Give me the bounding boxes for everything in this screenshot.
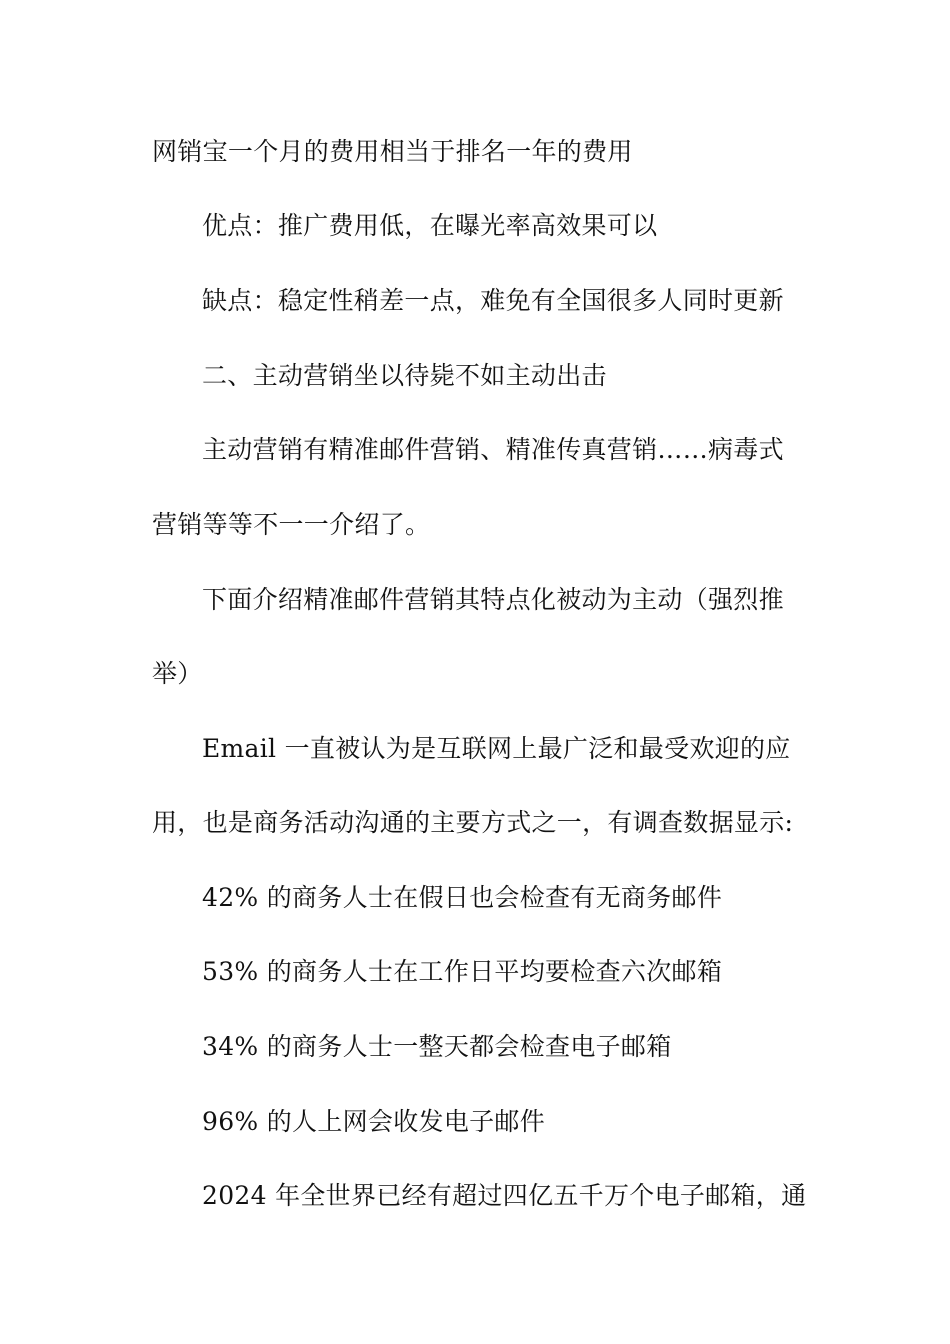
paragraph-line: 96% 的人上网会收发电子邮件 (202, 1107, 546, 1136)
paragraph-line: 2024 年全世界已经有超过四亿五千万个电子邮箱，通 (202, 1181, 807, 1210)
paragraph-line: 缺点：稳定性稍差一点，难免有全国很多人同时更新 (202, 286, 784, 315)
paragraph-line: 53% 的商务人士在工作日平均要检查六次邮箱 (202, 957, 723, 986)
paragraph-line: 优点：推广费用低，在曝光率高效果可以 (202, 211, 658, 240)
section-heading: 二、主动营销坐以待毙不如主动出击 (202, 361, 607, 390)
paragraph-line: 举） (152, 659, 203, 688)
paragraph-line: 34% 的商务人士一整天都会检查电子邮箱 (202, 1032, 672, 1061)
paragraph-line: 用，也是商务活动沟通的主要方式之一，有调查数据显示: (152, 808, 794, 837)
paragraph-line: 下面介绍精准邮件营销其特点化被动为主动（强烈推 (202, 585, 784, 614)
paragraph-line: 42% 的商务人士在假日也会检查有无商务邮件 (202, 883, 723, 912)
paragraph-line: 网销宝一个月的费用相当于排名一年的费用 (152, 137, 633, 166)
paragraph-line: 主动营销有精准邮件营销、精准传真营销……病毒式 (202, 435, 784, 464)
paragraph-line: 营销等等不一一介绍了。 (152, 510, 431, 539)
paragraph-line: Email 一直被认为是互联网上最广泛和最受欢迎的应 (202, 734, 791, 763)
